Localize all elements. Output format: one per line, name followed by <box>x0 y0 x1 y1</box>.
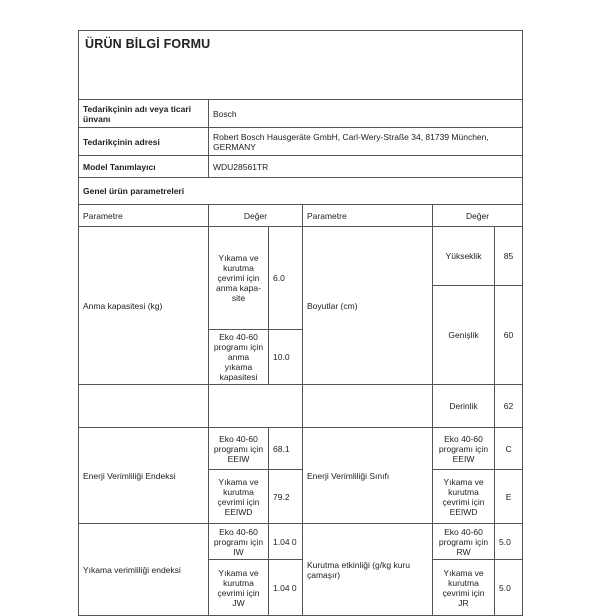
depth-label: Derinlik <box>433 385 495 428</box>
header-value-right: Değer <box>433 205 523 227</box>
model-label: Model Tanımlayıcı <box>79 156 209 178</box>
supplier-address-value: Robert Bosch Hausgeräte GmbH, Carl-Wery-Straße 34, 81739 München, GERMANY <box>209 128 523 156</box>
eei-wash-dry-label: Yıkama ve kurutma çevrimi için EEIWD <box>209 470 269 524</box>
energy-class-eco-value: C <box>495 428 523 470</box>
capacity-eco-label: Eko 40-60 programı için anma yıkama kapasitesi <box>209 330 269 385</box>
eei-wash-dry-value: 79.2 <box>269 470 303 524</box>
depth-value: 62 <box>495 385 523 428</box>
width-label: Genişlik <box>433 286 495 385</box>
width-value: 60 <box>495 286 523 385</box>
drying-eco-value: 5.0 <box>495 524 523 560</box>
washing-wash-dry-value: 1.04 0 <box>269 560 303 616</box>
capacity-label: Anma kapasitesi (kg) <box>79 227 209 385</box>
product-info-table <box>78 30 523 616</box>
section-heading: Genel ürün parametreleri <box>79 178 523 205</box>
capacity-wash-dry-label: Yıkama ve kurutma çevrimi için anma kapa-site <box>209 227 269 330</box>
eei-eco-value: 68.1 <box>269 428 303 470</box>
model-value: WDU28561TR <box>209 156 523 178</box>
washing-label: Yıkama verimliliği endeksi <box>79 524 209 616</box>
dimensions-spacer <box>303 385 433 428</box>
capacity-eco-value: 10.0 <box>269 330 303 385</box>
washing-eco-value: 1.04 0 <box>269 524 303 560</box>
height-value: 85 <box>495 227 523 286</box>
energy-class-label: Enerji Verimliliği Sınıfı <box>303 428 433 524</box>
header-value-left: Değer <box>209 205 303 227</box>
washing-eco-label: Eko 40-60 programı için IW <box>209 524 269 560</box>
washing-wash-dry-label: Yıkama ve kurutma çevrimi için JW <box>209 560 269 616</box>
supplier-address-label: Tedarikçinin adresi <box>79 128 209 156</box>
supplier-name-value: Bosch <box>209 100 523 128</box>
capacity-wash-dry-value: 6.0 <box>269 227 303 330</box>
header-param-right: Parametre <box>303 205 433 227</box>
header-param-left: Parametre <box>79 205 209 227</box>
height-label: Yükseklik <box>433 227 495 286</box>
energy-class-eco-label: Eko 40-60 programı için EEIW <box>433 428 495 470</box>
drying-eco-label: Eko 40-60 programı için RW <box>433 524 495 560</box>
capacity-eco-spacer <box>209 385 303 428</box>
drying-wash-dry-value: 5.0 <box>495 560 523 616</box>
page-title: ÜRÜN BİLGİ FORMU <box>79 31 523 100</box>
energy-class-wash-dry-label: Yıkama ve kurutma çevrimi için EEIWD <box>433 470 495 524</box>
drying-label: Kurutma etkinliği (g/kg kuru çamaşır) <box>303 524 433 616</box>
supplier-name-label: Tedarikçinin adı veya ticari ünvanı <box>79 100 209 128</box>
eei-eco-label: Eko 40-60 programı için EEIW <box>209 428 269 470</box>
eei-label: Enerji Verimliliği Endeksi <box>79 428 209 524</box>
product-info-sheet <box>78 30 522 616</box>
energy-class-wash-dry-value: E <box>495 470 523 524</box>
dimensions-label: Boyutlar (cm) <box>303 227 433 385</box>
capacity-spacer <box>79 385 209 428</box>
drying-wash-dry-label: Yıkama ve kurutma çevrimi için JR <box>433 560 495 616</box>
